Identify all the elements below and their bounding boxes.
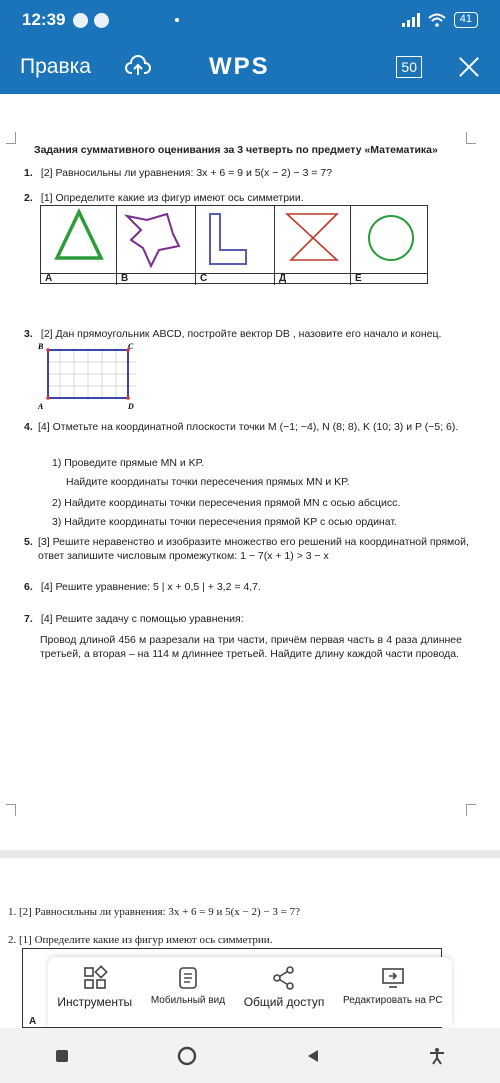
figure-label: E [355,273,362,284]
figure-cell-c [196,206,275,285]
figure-cell-e [351,206,429,285]
vertex-label-b: B [38,342,44,351]
question-number: 2. [24,192,33,204]
question-4-sub-3: 3) Найдите координаты точки пересечения прямой KP с осью ординат. [52,516,397,528]
edit-on-pc-button[interactable] [343,965,443,1006]
wifi-icon [428,13,446,27]
tools-label: Инструменты [57,995,133,1009]
figure-label: A [29,1016,37,1027]
back-icon[interactable] [305,1048,321,1064]
share-button[interactable] [244,965,325,1009]
page-corner-mark [6,804,16,816]
question-text: [1] Определите какие из фигур имеют ось симметрии. [40,192,304,204]
status-bar [0,0,500,40]
page2-question-1: 1. [2] Равносильны ли уравнения: 3x + 6 = 9 и 5(x − 2) − 3 = 7? [8,906,300,918]
vertex-label-d: D [128,402,134,411]
accessibility-icon[interactable] [428,1047,446,1065]
edit-button[interactable]: Правка [20,55,91,78]
question-text: [4] Решите уравнение: 5 | x + 0,5 | + 3,2 = 4,7. [40,581,261,593]
question-7-body: Провод длиной 456 м разрезали на три части, причём первая часть в 4 раза длиннее третьей, а вторая – на 114 м длиннее третьей. Найдите длину каждой части провода. [40,634,462,660]
figure-cell-b [117,206,196,285]
status-time: 12:39 [22,10,66,29]
question-text: [4] Отметьте на координатной плоскости точки M (−1; −4), N (8; 8), K (10; 3) и P (−5; 6). [38,421,459,433]
page-corner-mark [6,132,16,144]
close-icon[interactable] [458,56,480,78]
question-7 [24,613,474,627]
signal-icon [402,13,420,27]
figure-label: C [200,273,208,284]
rectangle-abcd-grid [36,340,146,412]
question-number: 3. [24,328,33,340]
question-number: 1. [24,167,33,179]
notification-icon [94,13,109,28]
question-text: [4] Решите задачу с помощью уравнения: [40,613,244,625]
question-text: [3] Решите неравенство и изобразите множество его решений на координатной прямой, ответ запишите числовым промежутком: 1 − 7(x + 1) > 3 − x [38,536,469,562]
l-shape-figure [196,206,275,272]
figure-cell-a [41,206,117,285]
question-4-sub-1b: Найдите координаты точки пересечения прямых MN и KP. [66,476,350,488]
question-5 [24,536,476,563]
question-6 [24,581,474,595]
recent-apps-icon[interactable] [54,1048,70,1064]
wps-logo: WPS [208,53,270,80]
question-4-sub-1: 1) Проведите прямые MN и KP. [52,457,205,469]
circle-figure [351,206,429,272]
edit-on-pc-label: Редактировать на PC [343,995,443,1006]
bottom-toolbar [48,957,452,1027]
question-text: [2] Дан прямоугольник ABCD, постройте вектор DB , назовите его начало и конец. [40,328,442,340]
figure-label: Д [279,273,287,284]
figures-table [40,205,428,284]
cloud-upload-icon[interactable] [125,54,151,80]
mobile-view-button[interactable] [151,965,225,1006]
home-icon[interactable] [177,1046,197,1066]
app-bar [0,40,500,94]
hourglass-figure [275,206,351,272]
figure-cell-d [275,206,351,285]
page-count-badge[interactable]: 50 [396,56,422,78]
page-corner-mark [466,132,476,144]
tools-button[interactable] [57,965,132,1009]
document-title: Задания суммативного оценивания за 3 четверть по предмету «Математика» [34,144,438,156]
triangle-figure [41,206,117,272]
pinwheel-figure [117,206,196,272]
question-4 [24,421,476,435]
question-4-sub-2: 2) Найдите координаты точки пересечения прямой MN с осью абсцисс. [52,497,401,509]
question-1 [24,167,474,181]
mobile-view-label: Мобильный вид [150,995,226,1006]
question-text: [2] Равносильны ли уравнения: 3x + 6 = 9 и 5(x − 2) − 3 = 7? [40,167,333,179]
question-number: 7. [24,613,33,625]
share-icon [271,965,297,991]
tools-icon [82,965,108,991]
share-label: Общий доступ [243,995,325,1009]
battery-indicator: 41 [454,12,478,28]
status-dot-icon [175,18,179,22]
vertex-label-a: A [38,402,44,411]
page2-question-2: 2. [1] Определите какие из фигур имеют ось симметрии. [8,934,273,946]
figure-label: A [45,273,53,284]
whatsapp-icon [73,13,88,28]
question-number: 6. [24,581,33,593]
question-number: 4. [24,421,33,433]
page-corner-mark [466,804,476,816]
question-2 [24,192,474,206]
system-nav-bar [0,1028,500,1083]
mobile-view-icon [175,965,201,991]
figure-label: B [121,273,129,284]
question-number: 5. [24,536,33,548]
vertex-label-c: C [128,342,134,351]
edit-on-pc-icon [380,965,406,991]
